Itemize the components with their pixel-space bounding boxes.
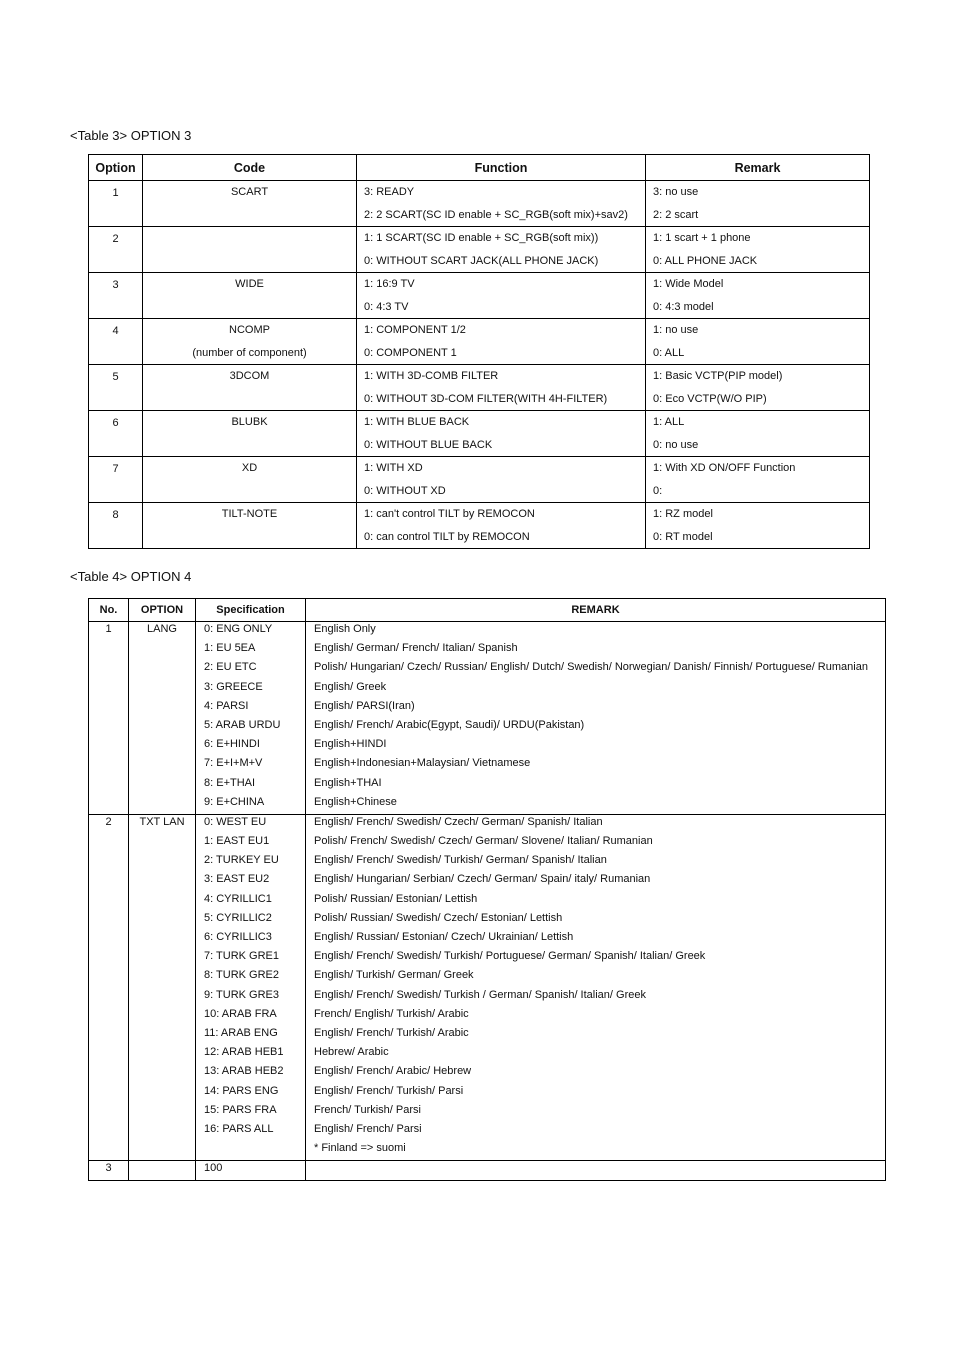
remark-line: French/ English/ Turkish/ Arabic — [314, 1007, 469, 1020]
remark-line: English+Indonesian+Malaysian/ Vietnamese — [314, 757, 531, 770]
option4-table — [88, 598, 886, 1181]
table3-row — [89, 273, 870, 319]
remark-line: English/ French/ Swedish/ Czech/ German/ Spanish/ Italian — [314, 815, 603, 828]
remark-cell — [646, 319, 870, 365]
specification-line: 8: TURK GRE2 — [204, 969, 279, 982]
specification-line: 2: EU ETC — [204, 661, 257, 674]
specification-line: 7: TURK GRE1 — [204, 950, 279, 963]
remark-line: English/ Turkish/ German/ Greek — [314, 969, 474, 982]
option-number: 3 — [112, 279, 119, 291]
function-line: 2: 2 SCART(SC ID enable + SC_RGB(soft mix)+sav2) — [364, 208, 628, 221]
table3-header-function: Function — [357, 155, 646, 181]
option-number: 7 — [112, 463, 119, 475]
table3-row — [89, 457, 870, 503]
specification-cell — [196, 622, 306, 815]
option-number: 2 — [112, 233, 119, 245]
function-cell — [357, 457, 646, 503]
table3-header-remark: Remark — [646, 155, 870, 181]
remark-cell — [646, 411, 870, 457]
table3-header-code: Code — [143, 155, 357, 181]
specification-line: 100 — [204, 1162, 223, 1175]
function-line: 1: WITH BLUE BACK — [364, 416, 470, 428]
table4-row — [89, 1161, 886, 1181]
table3-header-option: Option — [89, 155, 143, 181]
specification-line: 3: GREECE — [204, 680, 263, 693]
remark-cell — [306, 814, 886, 1160]
specification-line: 2: TURKEY EU — [204, 854, 279, 867]
table4-header-row — [89, 599, 886, 622]
table3-row — [89, 503, 870, 549]
remark-line: 0: Eco VCTP(W/O PIP) — [653, 392, 767, 405]
table3-row — [89, 319, 870, 365]
code-line: 3DCOM — [229, 370, 270, 382]
remark-line: English/ French/ Swedish/ Turkish / German/ Spanish/ Italian/ Greek — [314, 988, 646, 1001]
remark-line: English/ French/ Arabic(Egypt, Saudi)/ URDU(Pakistan) — [314, 718, 585, 731]
row-number: 3 — [105, 1162, 112, 1175]
specification-line: 5: CYRILLIC2 — [204, 911, 272, 924]
table4-header-remark: REMARK — [306, 599, 886, 622]
remark-line: English/ French/ Parsi — [314, 1122, 422, 1135]
remark-line: English/ Russian/ Estonian/ Czech/ Ukrainian/ Lettish — [314, 931, 574, 943]
code-line — [143, 480, 356, 503]
specification-line: 14: PARS ENG — [204, 1084, 279, 1097]
remark-line: English/ French/ Arabic/ Hebrew — [314, 1065, 472, 1078]
remark-line: 1: no use — [653, 324, 699, 336]
code-line — [143, 434, 356, 457]
remark-line: English/ French/ Swedish/ Turkish/ Portuguese/ German/ Spanish/ Italian/ Greek — [314, 950, 706, 963]
function-line: 0: WITHOUT 3D-COM FILTER(WITH 4H-FILTER) — [364, 392, 608, 405]
no-cell — [89, 622, 129, 815]
function-line: 0: COMPONENT 1 — [364, 346, 457, 359]
remark-cell — [646, 503, 870, 549]
specification-cell — [196, 814, 306, 1160]
remark-line: English/ French/ Turkish/ Arabic — [314, 1026, 469, 1039]
remark-line: 1: RZ model — [653, 508, 713, 520]
remark-line — [306, 1161, 885, 1180]
remark-line: 0: ALL — [653, 346, 685, 359]
table3-header-row — [89, 155, 870, 181]
specification-line: 9: TURK GRE3 — [204, 988, 279, 1001]
code-cell — [143, 273, 357, 319]
option-number-cell — [89, 181, 143, 227]
table4-row — [89, 622, 886, 815]
specification-line: 8: E+THAI — [204, 776, 256, 789]
specification-line: 1: EAST EU1 — [204, 835, 270, 848]
specification-line: 4: CYRILLIC1 — [204, 892, 272, 905]
function-cell — [357, 411, 646, 457]
option-number: 8 — [112, 509, 119, 521]
function-cell — [357, 319, 646, 365]
function-line: 1: COMPONENT 1/2 — [364, 324, 466, 336]
code-line: TILT-NOTE — [221, 508, 278, 520]
table4-header-spec: Specification — [196, 599, 306, 622]
specification-line: 0: WEST EU — [204, 815, 267, 828]
remark-cell — [306, 1161, 886, 1181]
remark-line: 0: 4:3 model — [653, 300, 714, 313]
remark-line: English/ French/ Swedish/ Turkish/ German/ Spanish/ Italian — [314, 854, 607, 867]
row-number: 1 — [105, 623, 112, 635]
function-line: 1: 1 SCART(SC ID enable + SC_RGB(soft mix)) — [364, 232, 599, 244]
remark-line: English+HINDI — [314, 738, 387, 751]
function-line: 0: WITHOUT BLUE BACK — [364, 438, 493, 451]
specification-cell — [196, 1161, 306, 1181]
function-line: 1: can't control TILT by REMOCON — [364, 508, 535, 520]
specification-line: 7: E+I+M+V — [204, 757, 263, 770]
function-cell — [357, 503, 646, 549]
remark-line: Polish/ Russian/ Estonian/ Lettish — [314, 892, 478, 905]
option-cell — [129, 814, 196, 1160]
specification-line: 3: EAST EU2 — [204, 873, 270, 886]
function-line: 0: can control TILT by REMOCON — [364, 530, 530, 543]
specification-line: 10: ARAB FRA — [204, 1007, 277, 1020]
function-cell — [357, 181, 646, 227]
code-cell — [143, 411, 357, 457]
specification-line: 0: ENG ONLY — [204, 623, 273, 635]
option-number-cell — [89, 227, 143, 273]
table3-row — [89, 365, 870, 411]
remark-line: English Only — [314, 623, 376, 635]
table4-header-option: OPTION — [129, 599, 196, 622]
table4-caption: <Table 4> OPTION 4 — [70, 569, 192, 584]
function-line: 0: WITHOUT XD — [364, 484, 446, 497]
option-name: TXT LAN — [139, 815, 185, 828]
remark-line: 0: — [653, 484, 663, 497]
remark-line: 1: ALL — [653, 416, 685, 428]
function-cell — [357, 273, 646, 319]
function-line: 3: READY — [364, 186, 415, 198]
remark-cell — [646, 273, 870, 319]
remark-line: Polish/ Hungarian/ Czech/ Russian/ English/ Dutch/ Swedish/ Norwegian/ Danish/ Finnish/ Portuguese/ Rumanian — [314, 661, 868, 674]
remark-line: French/ Turkish/ Parsi — [314, 1103, 421, 1116]
option-cell — [129, 1161, 196, 1181]
code-cell — [143, 365, 357, 411]
code-line — [143, 227, 356, 250]
remark-line: 1: 1 scart + 1 phone — [653, 232, 751, 244]
remark-line: English/ German/ French/ Italian/ Spanish — [314, 642, 518, 655]
specification-line: 1: EU 5EA — [204, 642, 256, 655]
remark-line: Polish/ Russian/ Swedish/ Czech/ Estonian/ Lettish — [314, 911, 563, 924]
table4-header-no: No. — [89, 599, 129, 622]
specification-line: 16: PARS ALL — [204, 1122, 274, 1135]
code-line: WIDE — [235, 278, 264, 290]
remark-line: 0: ALL PHONE JACK — [653, 254, 758, 267]
option-number-cell — [89, 273, 143, 319]
remark-line: Hebrew/ Arabic — [314, 1046, 389, 1059]
remark-cell — [646, 227, 870, 273]
remark-line: English/ Hungarian/ Serbian/ Czech/ German/ Spain/ italy/ Rumanian — [314, 873, 651, 886]
specification-line: 11: ARAB ENG — [204, 1026, 278, 1039]
table3-row — [89, 411, 870, 457]
remark-line: 2: 2 scart — [653, 208, 699, 221]
code-cell — [143, 457, 357, 503]
specification-line: 6: E+HINDI — [204, 738, 260, 751]
option3-table — [88, 154, 870, 549]
specification-line: 5: ARAB URDU — [204, 718, 281, 731]
code-line: NCOMP — [229, 324, 270, 336]
option-number: 1 — [112, 187, 119, 199]
table3-row — [89, 227, 870, 273]
remark-line: Polish/ French/ Swedish/ Czech/ German/ Slovene/ Italian/ Rumanian — [314, 835, 653, 848]
option-name — [129, 1161, 195, 1180]
table3-caption: <Table 3> OPTION 3 — [70, 128, 192, 143]
code-line — [143, 204, 356, 227]
specification-line: 15: PARS FRA — [204, 1103, 277, 1116]
remark-line: 0: RT model — [653, 530, 713, 543]
function-line: 1: WITH 3D-COMB FILTER — [364, 370, 499, 382]
remark-line: 0: no use — [653, 438, 699, 451]
remark-line: English/ French/ Turkish/ Parsi — [314, 1084, 464, 1097]
remark-line: 1: Basic VCTP(PIP model) — [653, 370, 783, 382]
specification-line: 9: E+CHINA — [204, 795, 265, 808]
remark-cell — [646, 457, 870, 503]
option-number: 5 — [112, 371, 119, 383]
option-number: 4 — [112, 325, 119, 337]
specification-line: 4: PARSI — [204, 699, 249, 712]
code-cell — [143, 503, 357, 549]
code-line — [143, 388, 356, 411]
code-line: (number of component) — [192, 346, 307, 359]
option-cell — [129, 622, 196, 815]
row-number: 2 — [105, 815, 112, 828]
code-cell — [143, 319, 357, 365]
no-cell — [89, 814, 129, 1160]
remark-line: English/ Greek — [314, 680, 387, 693]
remark-cell — [306, 622, 886, 815]
remark-line: 1: Wide Model — [653, 278, 724, 290]
function-line: 0: WITHOUT SCART JACK(ALL PHONE JACK) — [364, 254, 599, 267]
remark-cell — [646, 365, 870, 411]
remark-line: English/ PARSI(Iran) — [314, 699, 415, 712]
remark-line: 1: With XD ON/OFF Function — [653, 462, 796, 474]
code-cell — [143, 227, 357, 273]
option-number-cell — [89, 503, 143, 549]
specification-line: 6: CYRILLIC3 — [204, 931, 272, 943]
remark-cell — [646, 181, 870, 227]
function-line: 1: 16:9 TV — [364, 278, 415, 290]
table3-row — [89, 181, 870, 227]
option-number-cell — [89, 319, 143, 365]
remark-line: * Finland => suomi — [314, 1142, 406, 1155]
function-cell — [357, 227, 646, 273]
function-line: 0: 4:3 TV — [364, 300, 409, 313]
code-line: XD — [241, 462, 258, 474]
option-number-cell — [89, 365, 143, 411]
option-number-cell — [89, 457, 143, 503]
code-cell — [143, 181, 357, 227]
option-number: 6 — [112, 417, 119, 429]
remark-line: 3: no use — [653, 186, 699, 198]
remark-line: English+THAI — [314, 776, 382, 789]
specification-line: 13: ARAB HEB2 — [204, 1065, 284, 1078]
code-line: BLUBK — [231, 416, 268, 428]
specification-line: 12: ARAB HEB1 — [204, 1046, 284, 1059]
code-line — [143, 526, 356, 549]
function-cell — [357, 365, 646, 411]
remark-line: English+Chinese — [314, 795, 397, 808]
option-name: LANG — [147, 623, 177, 635]
specification-line — [196, 1141, 305, 1160]
code-line — [143, 296, 356, 319]
code-line — [143, 250, 356, 273]
table4-row — [89, 814, 886, 1160]
function-line: 1: WITH XD — [364, 462, 423, 474]
no-cell — [89, 1161, 129, 1181]
option-number-cell — [89, 411, 143, 457]
code-line: SCART — [230, 186, 269, 198]
